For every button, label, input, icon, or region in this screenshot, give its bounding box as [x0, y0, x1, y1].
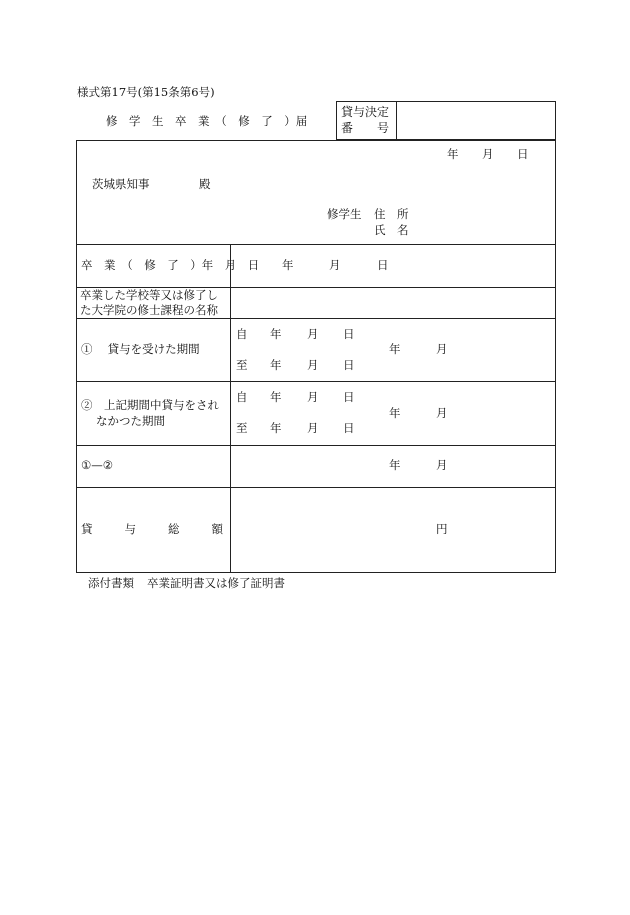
loan-period-label: ① 貸与を受けた期間 — [81, 342, 200, 356]
no-loan-to-month: 月 — [307, 421, 319, 435]
loan-from-month: 月 — [307, 327, 319, 341]
graduation-date-label: 卒 業 （ 修 了 ）年 月 日 — [81, 258, 260, 272]
graduation-day: 日 — [377, 258, 389, 272]
attachment-value: 卒業証明書又は修了証明書 — [147, 576, 285, 590]
loan-to-month: 月 — [307, 358, 319, 372]
no-loan-label-line2: なかつた期間 — [96, 414, 165, 428]
loan-from-day: 日 — [343, 327, 355, 341]
name-label: 氏 名 — [374, 223, 409, 237]
period-difference-year: 年 — [389, 458, 401, 472]
total-loan-label — [81, 524, 223, 536]
row-divider — [76, 381, 556, 382]
no-loan-from-year: 年 — [270, 390, 282, 404]
loan-from-label: 自 — [236, 327, 248, 341]
decision-label-line2: 番 号 — [341, 121, 390, 135]
no-loan-label-line1: ② 上記期間中貸与をされ — [81, 398, 219, 412]
total-loan-label-char: 総 — [168, 522, 180, 536]
no-loan-to-day: 日 — [343, 421, 355, 435]
form-number: 様式第17号(第15条第6号) — [77, 85, 215, 99]
row-divider — [76, 487, 556, 488]
no-loan-from-day: 日 — [343, 390, 355, 404]
total-loan-label-char: 与 — [124, 522, 136, 536]
period-difference-month: 月 — [436, 458, 448, 472]
loan-to-year: 年 — [270, 358, 282, 372]
loan-to-label: 至 — [236, 358, 248, 372]
loan-to-day: 日 — [343, 358, 355, 372]
no-loan-to-year: 年 — [270, 421, 282, 435]
graduation-year: 年 — [282, 258, 294, 272]
column-divider — [230, 244, 231, 573]
graduation-month: 月 — [329, 258, 341, 272]
student-label: 修学生 — [327, 207, 362, 221]
submit-date-day: 日 — [517, 147, 529, 161]
address-label: 住 所 — [374, 207, 409, 221]
submit-date-year: 年 — [447, 147, 459, 161]
attachment-label: 添付書類 — [88, 576, 134, 590]
honorific: 殿 — [199, 177, 211, 191]
school-label-line2: た大学院の修士課程の名称 — [80, 303, 218, 317]
form-title: 修 学 生 卒 業 （ 修 了 ）届 — [106, 114, 308, 128]
loan-duration-month: 月 — [436, 342, 448, 356]
loan-from-year: 年 — [270, 327, 282, 341]
total-loan-label-char: 額 — [211, 522, 223, 536]
decision-label-line1: 貸与決定 — [341, 105, 390, 119]
row-divider — [76, 244, 556, 245]
total-loan-label-char: 貸 — [81, 522, 93, 536]
no-loan-duration-year: 年 — [389, 406, 401, 420]
total-loan-yen: 円 — [436, 522, 448, 536]
no-loan-to-label: 至 — [236, 421, 248, 435]
row-divider — [76, 318, 556, 319]
loan-duration-year: 年 — [389, 342, 401, 356]
school-label-line1: 卒業した学校等又は修了し — [80, 288, 218, 302]
no-loan-duration-month: 月 — [436, 406, 448, 420]
row-divider — [76, 445, 556, 446]
no-loan-from-month: 月 — [307, 390, 319, 404]
no-loan-from-label: 自 — [236, 390, 248, 404]
decision-divider — [396, 101, 397, 140]
submit-date-month: 月 — [482, 147, 494, 161]
form-table — [76, 140, 556, 573]
period-difference-label: ①—② — [81, 458, 114, 472]
addressee: 茨城県知事 — [92, 177, 150, 191]
